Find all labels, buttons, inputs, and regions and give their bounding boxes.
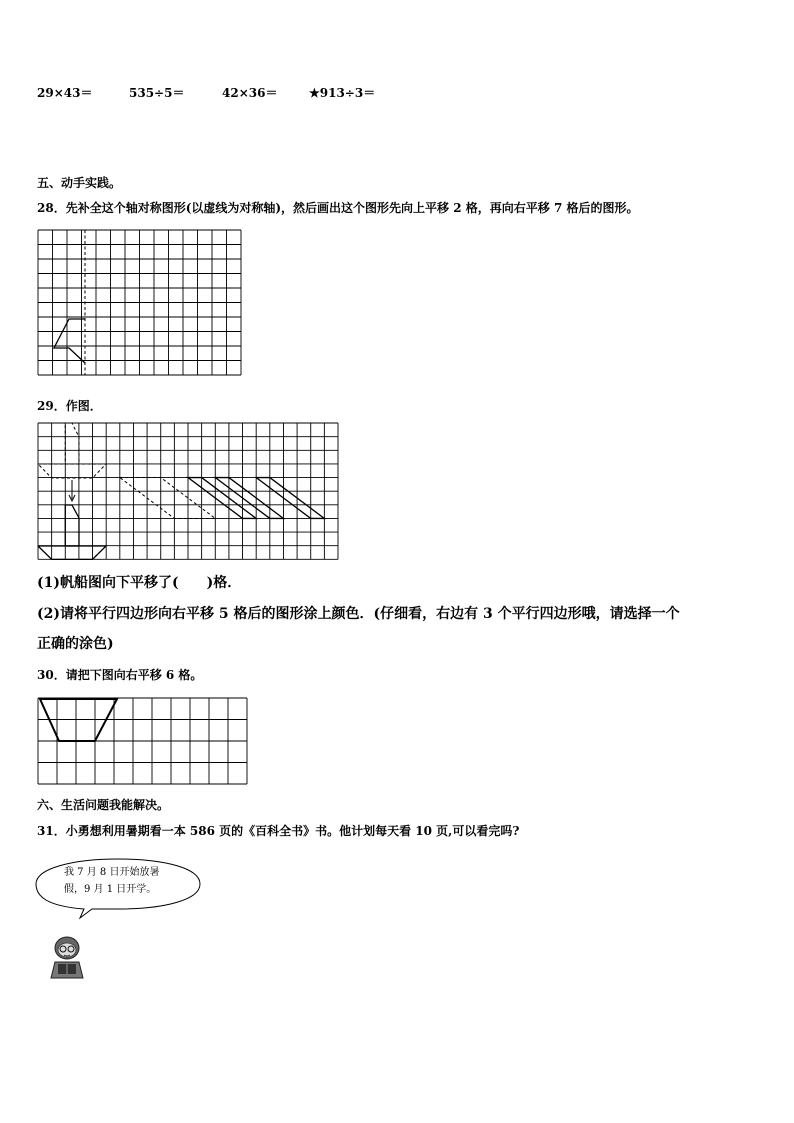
- calc-item-1: 29×43＝: [37, 86, 93, 100]
- parallelogram-option-1: [188, 478, 256, 519]
- grid-lines: [38, 423, 338, 559]
- parallelogram-option-2: [215, 478, 283, 519]
- question-29-grid: [38, 423, 341, 563]
- parallelogram-original-dashed: [120, 478, 215, 519]
- question-29-text: 29．作图．: [37, 399, 102, 413]
- speech-bubble-line-2: 假，9 月 1 日开学。: [64, 884, 157, 895]
- question-29-sub-2-line-1: (2)请将平行四边形向右平移 5 格后的图形涂上颜色．(仔细看，右边有 3 个平行四边形哦，请选择一个: [37, 606, 680, 622]
- speech-bubble-line-1: 我 7 月 8 日开始放暑: [64, 867, 160, 878]
- question-30-grid: [38, 698, 250, 788]
- trapezoid-shape: [40, 699, 117, 741]
- question-29-sub-1: (1)帆船图向下平移了( )格．: [37, 575, 242, 591]
- calc-item-3: 42×36＝: [222, 86, 278, 100]
- question-31-text: 31．小勇想利用暑期看一本 586 页的《百科全书》书。他计划每天看 10 页,可以看完吗?: [37, 824, 520, 838]
- question-29-sub-2-line-2: 正确的涂色): [37, 636, 114, 652]
- question-28-grid: [38, 230, 244, 380]
- half-shape-outline: [54, 319, 85, 363]
- section-six-title: 六、生活问题我能解决。: [37, 798, 170, 812]
- boy-reading-icon: [50, 934, 88, 982]
- calc-item-2: 535÷5＝: [129, 86, 185, 100]
- question-28-text: 28．先补全这个轴对称图形(以虚线为对称轴)，然后画出这个图形先向上平移 2 格，再向右平移 7 格后的图形。: [37, 201, 639, 215]
- calc-item-4: ★913÷3＝: [309, 86, 376, 100]
- parallelogram-option-3: [256, 478, 324, 519]
- grid-lines: [38, 230, 241, 375]
- question-30-text: 30．请把下图向右平移 6 格。: [37, 668, 203, 682]
- section-five-title: 五、动手实践。: [37, 176, 122, 190]
